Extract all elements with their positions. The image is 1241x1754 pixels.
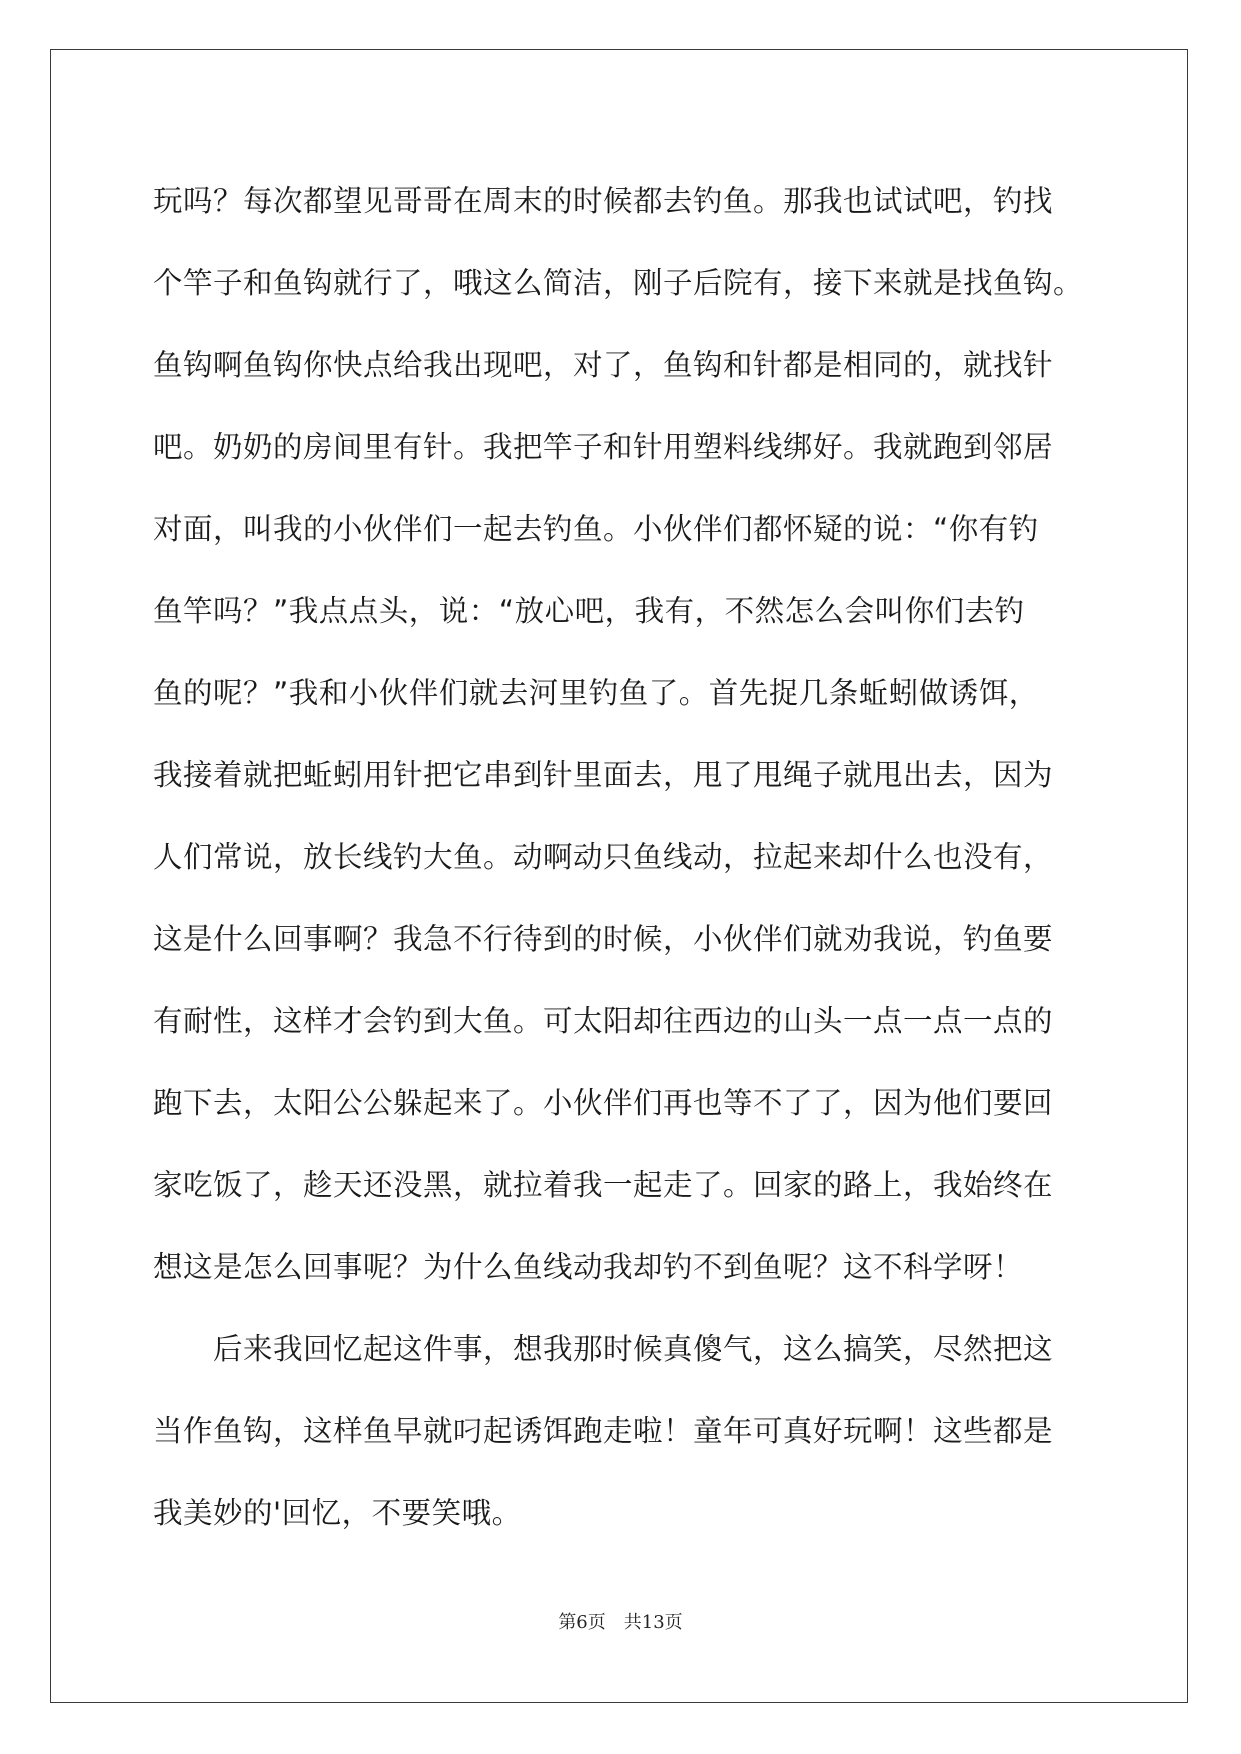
text-line: 跑下去，太阳公公躲起来了。小伙伴们再也等不了了，因为他们要回 (153, 1086, 1054, 1120)
page-footer (0, 1608, 1241, 1634)
paragraph-start-line: 后来我回忆起这件事，想我那时候真傻气，这么搞笑，尽然把这 (213, 1332, 1054, 1366)
text-line: 鱼的呢？”我和小伙伴们就去河里钓鱼了。首先捉几条蚯蚓做诱饵， (153, 676, 1039, 710)
text-line: 想这是怎么回事呢？为什么鱼线动我却钓不到鱼呢？这不科学呀！ (153, 1250, 1024, 1284)
text-line: 玩吗？每次都望见哥哥在周末的时候都去钓鱼。那我也试试吧，钓找 (153, 184, 1054, 218)
text-line: 吧。奶奶的房间里有针。我把竿子和针用塑料线绑好。我就跑到邻居 (153, 430, 1054, 464)
text-line: 鱼钩啊鱼钩你快点给我出现吧，对了，鱼钩和针都是相同的，就找针 (153, 348, 1054, 382)
document-body (153, 160, 1093, 1554)
text-line: 对面，叫我的小伙伴们一起去钓鱼。小伙伴们都怀疑的说：“你有钓 (153, 512, 1039, 546)
text-line: 鱼竿吗？”我点点头，说：“放心吧，我有，不然怎么会叫你们去钓 (153, 594, 1025, 628)
text-line: 这是什么回事啊？我急不行待到的时候，小伙伴们就劝我说，钓鱼要 (153, 922, 1054, 956)
text-line: 家吃饭了，趁天还没黑，就拉着我一起走了。回家的路上，我始终在 (153, 1168, 1054, 1202)
text-line: 当作鱼钩，这样鱼早就叼起诱饵跑走啦！童年可真好玩啊！这些都是 (153, 1414, 1054, 1448)
text-line: 我美妙的'回忆，不要笑哦。 (153, 1496, 522, 1530)
text-line: 我接着就把蚯蚓用针把它串到针里面去，甩了甩绳子就甩出去，因为 (153, 758, 1054, 792)
page-number: 第6页 (558, 1612, 606, 1633)
text-line: 有耐性，这样才会钓到大鱼。可太阳却往西边的山头一点一点一点的 (153, 1004, 1054, 1038)
text-line: 人们常说，放长线钓大鱼。动啊动只鱼线动，拉起来却什么也没有， (153, 840, 1054, 874)
text-line: 个竿子和鱼钩就行了，哦这么简洁，刚子后院有，接下来就是找鱼钩。 (153, 266, 1084, 300)
page-total: 共13页 (623, 1612, 683, 1633)
